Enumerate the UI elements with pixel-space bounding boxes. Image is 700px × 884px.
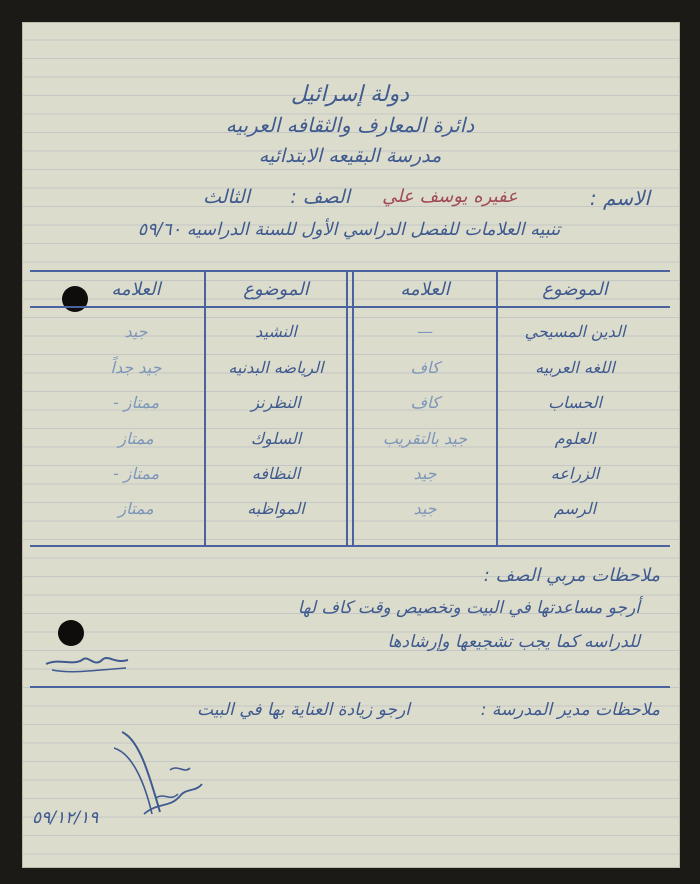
- header-grade-right: العلامه: [400, 279, 450, 300]
- table-row-grade: ممتاز -: [112, 393, 160, 412]
- principal-notes-label: ملاحظات مدير المدرسة :: [480, 700, 660, 720]
- header-grade-left: العلامه: [111, 279, 161, 300]
- class-label: الصف :: [290, 186, 350, 208]
- table-row-subject: النظرنز: [251, 393, 301, 412]
- teacher-notes-line-2: للدراسه كما يجب تشجيعها وإرشادها: [387, 632, 640, 652]
- document-date: ٥٩/١٢/١٩: [32, 808, 99, 828]
- principal-notes-text: ارجو زيادة العناية بها في البيت: [197, 700, 410, 720]
- table-row-grade: كاف: [410, 393, 440, 412]
- table-row-subject: العلوم: [554, 429, 596, 448]
- section-divider: [30, 686, 670, 688]
- table-row-subject: اللغه العربيه: [535, 358, 615, 377]
- teacher-notes-label: ملاحظات مربي الصف :: [483, 565, 660, 586]
- table-row-grade: —: [417, 322, 433, 341]
- table-row-subject: الرسم: [553, 499, 597, 518]
- punch-hole-bottom: [58, 620, 84, 646]
- table-divider-2: [346, 270, 348, 547]
- table-row-grade: ممتاز: [118, 429, 154, 448]
- class-value: الثالث: [202, 186, 250, 208]
- table-row-grade: جيد: [413, 464, 437, 483]
- table-row-subject: الرياضه البدنيه: [228, 358, 324, 377]
- name-label: الاسم :: [589, 186, 650, 210]
- table-divider-4: [496, 270, 498, 547]
- table-row-grade: ممتاز -: [112, 464, 160, 483]
- table-divider-3: [352, 270, 354, 547]
- table-row-grade: جيد جداً: [110, 358, 162, 377]
- header-subject-right: الموضوع: [542, 279, 608, 300]
- table-divider-1: [204, 270, 206, 547]
- table-bottom-border: [30, 545, 670, 547]
- table-row-grade: جيد: [124, 322, 148, 341]
- table-row-subject: النظافه: [251, 464, 301, 483]
- table-row-subject: المواظبه: [247, 499, 305, 518]
- letterhead-department: دائرة المعارف والثقافه العربيه: [225, 113, 475, 137]
- table-row-subject: الحساب: [548, 393, 602, 412]
- table-row-grade: جيد بالتقريب: [382, 429, 468, 448]
- header-subject-left: الموضوع: [243, 279, 309, 300]
- table-row-grade: جيد: [413, 499, 437, 518]
- letterhead-state: دولة إسرائيل: [290, 82, 410, 107]
- table-header-divider: [30, 306, 670, 308]
- table-top-border: [30, 270, 670, 272]
- table-row-subject: الزراعه: [550, 464, 600, 483]
- table-row-grade: ممتاز: [118, 499, 154, 518]
- student-name: عفيره يوسف علي: [382, 186, 518, 207]
- table-row-subject: الدين المسيحي: [524, 322, 626, 341]
- table-row-subject: السلوك: [250, 429, 302, 448]
- table-row-subject: النشيد: [255, 322, 297, 341]
- teacher-signature: [42, 648, 132, 678]
- teacher-notes-line-1: أرجو مساعدتها في البيت وتخصيص وقت كاف لها: [297, 598, 640, 618]
- report-title: تنبيه العلامات للفصل الدراسي الأول للسنة الدراسيه ٥٩/٦٠: [137, 220, 561, 240]
- letterhead-school: مدرسة البقيعه الابتدائيه: [258, 145, 442, 167]
- table-row-grade: كاف: [410, 358, 440, 377]
